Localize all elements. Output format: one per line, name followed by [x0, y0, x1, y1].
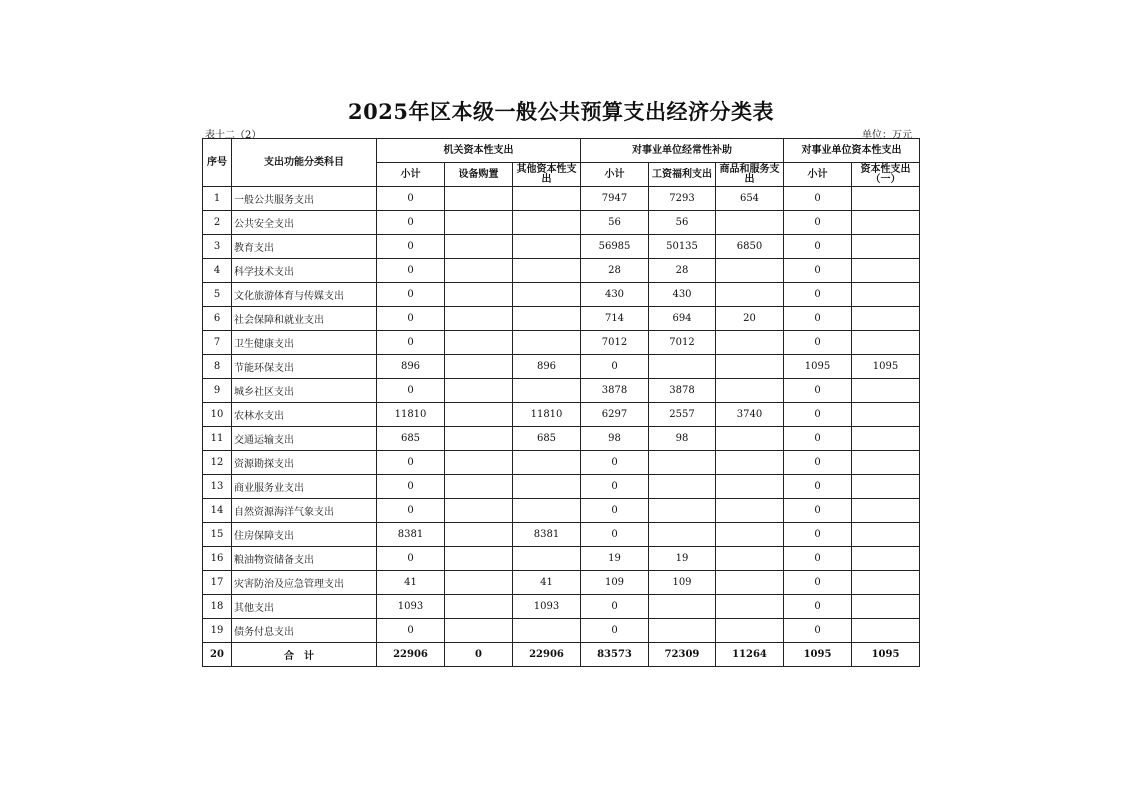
table-total-row [203, 643, 920, 667]
row-value-cell: 2557 [649, 403, 716, 427]
row-value-cell [445, 379, 513, 403]
row-value-cell: 0 [581, 499, 649, 523]
row-value-cell: 7293 [649, 187, 716, 211]
row-value-cell: 0 [784, 331, 852, 355]
row-value-cell [716, 259, 784, 283]
row-value-cell [445, 499, 513, 523]
row-value-cell: 41 [377, 571, 445, 595]
row-value-cell: 109 [649, 571, 716, 595]
row-value-cell [716, 499, 784, 523]
row-number: 11 [203, 427, 232, 451]
row-value-cell: 3878 [581, 379, 649, 403]
row-value-cell: 0 [581, 451, 649, 475]
row-value-cell: 0 [377, 259, 445, 283]
row-number: 12 [203, 451, 232, 475]
row-value-cell: 1093 [513, 595, 581, 619]
row-value-cell: 7012 [581, 331, 649, 355]
row-value-cell: 0 [784, 619, 852, 643]
table-row [203, 235, 920, 259]
row-value-cell: 0 [377, 211, 445, 235]
row-subject: 合计 [232, 643, 377, 667]
row-value-cell [649, 499, 716, 523]
header-sub-col: 小计 [377, 163, 445, 187]
row-value-cell: 41 [513, 571, 581, 595]
row-value-cell [445, 523, 513, 547]
row-value-cell [445, 259, 513, 283]
header-sub-col: 商品和服务支出 [716, 163, 784, 187]
row-value-cell: 0 [784, 187, 852, 211]
row-value-cell: 0 [377, 283, 445, 307]
table-row [203, 595, 920, 619]
table-row [203, 331, 920, 355]
row-subject: 资源勘探支出 [232, 451, 377, 475]
row-value-cell: 72309 [649, 643, 716, 667]
header-group-institution-recurrent: 对事业单位经常性补助 [581, 139, 784, 163]
row-value-cell: 1095 [852, 643, 920, 667]
row-value-cell: 8381 [513, 523, 581, 547]
row-value-cell [716, 355, 784, 379]
header-sub-col: 其他资本性支出 [513, 163, 581, 187]
row-value-cell: 0 [581, 355, 649, 379]
row-value-cell: 0 [377, 547, 445, 571]
row-value-cell: 8381 [377, 523, 445, 547]
header-sub-col: 小计 [784, 163, 852, 187]
row-subject: 住房保障支出 [232, 523, 377, 547]
row-value-cell: 0 [784, 523, 852, 547]
header-sub-col: 资本性支出（一） [852, 163, 920, 187]
row-value-cell [445, 331, 513, 355]
row-value-cell [649, 619, 716, 643]
row-number: 6 [203, 307, 232, 331]
header-group-institution-capital: 对事业单位资本性支出 [784, 139, 920, 163]
row-value-cell: 83573 [581, 643, 649, 667]
row-value-cell: 109 [581, 571, 649, 595]
table-row [203, 187, 920, 211]
row-value-cell: 896 [513, 355, 581, 379]
row-value-cell: 6297 [581, 403, 649, 427]
row-value-cell [852, 403, 920, 427]
row-subject: 其他支出 [232, 595, 377, 619]
row-value-cell [852, 475, 920, 499]
row-value-cell: 0 [784, 235, 852, 259]
row-value-cell [649, 475, 716, 499]
row-value-cell [649, 451, 716, 475]
table-row [203, 211, 920, 235]
row-value-cell [513, 211, 581, 235]
table-row [203, 379, 920, 403]
row-value-cell: 0 [784, 547, 852, 571]
row-value-cell: 0 [784, 571, 852, 595]
row-number: 2 [203, 211, 232, 235]
table-row [203, 283, 920, 307]
row-value-cell: 0 [581, 595, 649, 619]
row-value-cell: 896 [377, 355, 445, 379]
row-value-cell: 1095 [784, 643, 852, 667]
row-value-cell: 0 [784, 211, 852, 235]
row-subject: 交通运输支出 [232, 427, 377, 451]
row-number: 3 [203, 235, 232, 259]
row-value-cell [445, 307, 513, 331]
row-subject: 商业服务业支出 [232, 475, 377, 499]
row-value-cell: 11810 [513, 403, 581, 427]
row-number: 19 [203, 619, 232, 643]
row-value-cell: 0 [784, 595, 852, 619]
header-subject: 支出功能分类科目 [232, 139, 377, 187]
row-value-cell [445, 427, 513, 451]
row-value-cell [852, 187, 920, 211]
row-value-cell: 685 [377, 427, 445, 451]
row-value-cell: 0 [581, 523, 649, 547]
row-value-cell: 0 [784, 283, 852, 307]
table-row [203, 571, 920, 595]
row-value-cell: 19 [649, 547, 716, 571]
header-no: 序号 [203, 139, 232, 187]
table-row [203, 451, 920, 475]
row-value-cell: 3740 [716, 403, 784, 427]
row-value-cell [445, 451, 513, 475]
row-subject: 粮油物资储备支出 [232, 547, 377, 571]
budget-table [202, 138, 920, 667]
row-value-cell [513, 187, 581, 211]
row-value-cell: 50135 [649, 235, 716, 259]
row-value-cell: 0 [784, 379, 852, 403]
row-value-cell: 6850 [716, 235, 784, 259]
row-number: 16 [203, 547, 232, 571]
row-value-cell [852, 307, 920, 331]
row-value-cell: 0 [377, 451, 445, 475]
table-body [203, 187, 920, 667]
row-number: 10 [203, 403, 232, 427]
row-value-cell: 0 [377, 307, 445, 331]
row-number: 14 [203, 499, 232, 523]
table-row [203, 307, 920, 331]
row-value-cell [513, 307, 581, 331]
row-value-cell: 0 [377, 187, 445, 211]
row-value-cell: 20 [716, 307, 784, 331]
table-row [203, 619, 920, 643]
row-value-cell [852, 427, 920, 451]
row-value-cell: 0 [784, 307, 852, 331]
row-value-cell [445, 187, 513, 211]
row-value-cell: 98 [581, 427, 649, 451]
row-value-cell [852, 451, 920, 475]
table-row [203, 547, 920, 571]
row-subject: 公共安全支出 [232, 211, 377, 235]
row-value-cell [852, 571, 920, 595]
row-number: 17 [203, 571, 232, 595]
row-value-cell [716, 571, 784, 595]
table-header [203, 139, 920, 187]
row-value-cell: 7012 [649, 331, 716, 355]
header-sub-col: 工资福利支出 [649, 163, 716, 187]
row-value-cell: 0 [377, 331, 445, 355]
row-number: 13 [203, 475, 232, 499]
row-value-cell [716, 547, 784, 571]
row-value-cell [716, 619, 784, 643]
table-row [203, 355, 920, 379]
row-value-cell [445, 403, 513, 427]
row-value-cell [445, 475, 513, 499]
row-value-cell [716, 211, 784, 235]
row-value-cell [513, 235, 581, 259]
row-value-cell [513, 283, 581, 307]
row-value-cell [513, 451, 581, 475]
row-subject: 一般公共服务支出 [232, 187, 377, 211]
row-value-cell [445, 547, 513, 571]
row-subject: 债务付息支出 [232, 619, 377, 643]
row-value-cell [445, 211, 513, 235]
row-value-cell [716, 475, 784, 499]
row-value-cell [513, 499, 581, 523]
row-value-cell [852, 235, 920, 259]
row-value-cell: 0 [784, 499, 852, 523]
row-subject: 卫生健康支出 [232, 331, 377, 355]
row-value-cell [445, 595, 513, 619]
row-value-cell: 0 [377, 379, 445, 403]
table-row [203, 523, 920, 547]
row-subject: 社会保障和就业支出 [232, 307, 377, 331]
row-subject: 文化旅游体育与传媒支出 [232, 283, 377, 307]
table-row [203, 259, 920, 283]
row-value-cell: 1093 [377, 595, 445, 619]
row-value-cell: 685 [513, 427, 581, 451]
row-value-cell: 56985 [581, 235, 649, 259]
row-value-cell [513, 259, 581, 283]
header-sub-col: 设备购置 [445, 163, 513, 187]
row-value-cell [513, 331, 581, 355]
row-value-cell [513, 547, 581, 571]
row-number: 20 [203, 643, 232, 667]
row-value-cell: 3878 [649, 379, 716, 403]
row-subject: 灾害防治及应急管理支出 [232, 571, 377, 595]
row-value-cell: 11264 [716, 643, 784, 667]
row-value-cell [716, 427, 784, 451]
row-value-cell: 0 [445, 643, 513, 667]
row-value-cell: 56 [649, 211, 716, 235]
row-value-cell [445, 235, 513, 259]
row-value-cell [445, 619, 513, 643]
row-value-cell: 0 [377, 235, 445, 259]
row-value-cell [445, 571, 513, 595]
row-number: 4 [203, 259, 232, 283]
row-value-cell: 0 [784, 427, 852, 451]
row-value-cell: 0 [581, 475, 649, 499]
row-value-cell [716, 283, 784, 307]
row-value-cell: 1095 [784, 355, 852, 379]
row-number: 18 [203, 595, 232, 619]
row-value-cell [852, 331, 920, 355]
row-value-cell: 98 [649, 427, 716, 451]
row-number: 7 [203, 331, 232, 355]
row-value-cell: 0 [784, 259, 852, 283]
row-value-cell: 430 [581, 283, 649, 307]
row-value-cell: 56 [581, 211, 649, 235]
row-value-cell [445, 283, 513, 307]
row-value-cell [852, 547, 920, 571]
row-subject: 自然资源海洋气象支出 [232, 499, 377, 523]
row-value-cell: 28 [581, 259, 649, 283]
row-value-cell [445, 355, 513, 379]
row-value-cell [852, 523, 920, 547]
row-value-cell [716, 331, 784, 355]
row-value-cell [852, 259, 920, 283]
row-value-cell: 22906 [377, 643, 445, 667]
row-number: 1 [203, 187, 232, 211]
row-value-cell [852, 619, 920, 643]
row-value-cell: 0 [377, 619, 445, 643]
row-value-cell [852, 595, 920, 619]
row-subject: 科学技术支出 [232, 259, 377, 283]
row-number: 15 [203, 523, 232, 547]
row-value-cell: 7947 [581, 187, 649, 211]
row-value-cell: 28 [649, 259, 716, 283]
row-number: 9 [203, 379, 232, 403]
row-value-cell [852, 499, 920, 523]
row-value-cell [513, 475, 581, 499]
row-subject: 城乡社区支出 [232, 379, 377, 403]
row-value-cell: 430 [649, 283, 716, 307]
row-value-cell [716, 379, 784, 403]
row-value-cell [649, 523, 716, 547]
row-value-cell: 22906 [513, 643, 581, 667]
row-value-cell [852, 379, 920, 403]
row-value-cell: 19 [581, 547, 649, 571]
row-subject: 农林水支出 [232, 403, 377, 427]
row-value-cell: 654 [716, 187, 784, 211]
row-value-cell: 0 [581, 619, 649, 643]
row-value-cell: 714 [581, 307, 649, 331]
row-value-cell [852, 283, 920, 307]
row-value-cell [716, 523, 784, 547]
table-row [203, 499, 920, 523]
row-value-cell: 1095 [852, 355, 920, 379]
row-value-cell [716, 451, 784, 475]
table-row [203, 427, 920, 451]
row-value-cell [716, 595, 784, 619]
row-value-cell: 694 [649, 307, 716, 331]
unit-label: 单位：万元 [862, 130, 912, 141]
header-sub-col: 小计 [581, 163, 649, 187]
row-value-cell: 0 [377, 499, 445, 523]
header-group-agency-capital: 机关资本性支出 [377, 139, 581, 163]
row-value-cell: 0 [377, 475, 445, 499]
row-value-cell: 0 [784, 403, 852, 427]
table-label: 表十二（2） [205, 130, 262, 141]
row-value-cell [649, 355, 716, 379]
table-row [203, 403, 920, 427]
table-row [203, 475, 920, 499]
page-title: 2025年区本级一般公共预算支出经济分类表 [348, 99, 774, 124]
row-value-cell [513, 379, 581, 403]
row-value-cell [513, 619, 581, 643]
row-value-cell: 11810 [377, 403, 445, 427]
row-number: 5 [203, 283, 232, 307]
row-value-cell: 0 [784, 475, 852, 499]
row-number: 8 [203, 355, 232, 379]
row-value-cell: 0 [784, 451, 852, 475]
row-value-cell [852, 211, 920, 235]
row-subject: 教育支出 [232, 235, 377, 259]
row-value-cell [649, 595, 716, 619]
row-subject: 节能环保支出 [232, 355, 377, 379]
